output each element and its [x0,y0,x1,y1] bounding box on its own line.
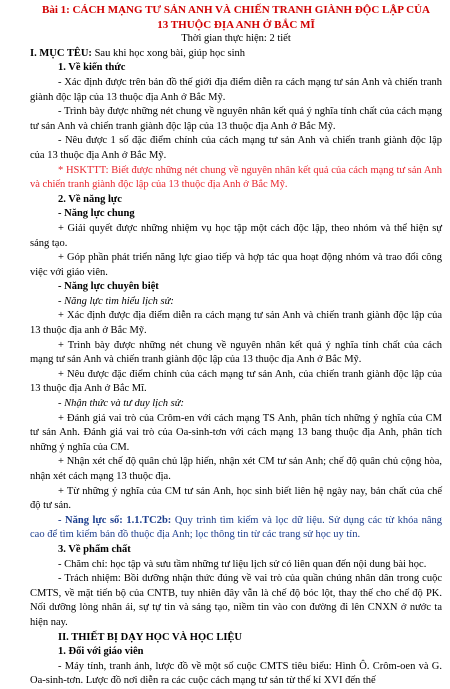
special-item-2: + Trình bày được những nét chung về nguyên nhân kết quả ý nghĩa tính chất của cách mạng tư sản Anh và chiến tranh giành độc lập của 13 thuộc địa Anh ở Bắc Mỹ. [30,339,442,366]
section-equipment: II. THIẾT BỊ DẠY HỌC VÀ HỌC LIỆU [58,631,242,643]
heading-capacity: 2. Về năng lực [58,193,122,205]
time-allocation: Thời gian thực hiện: 2 tiết [181,33,291,45]
digital-skill-label: - Năng lực số: 1.1.TC2b: [58,514,172,526]
section-objectives-text: Sau khi học xong bài, giúp học sinh [91,47,246,59]
section-objectives [30,47,442,62]
knowledge-item-3: - Nêu được 1 số đặc điểm chính của cách mạng tư sản Anh và chiến tranh giành độc lập của 13 thuộc địa Anh ở Bắc Mỹ. [30,135,442,161]
hsktt-note: * HSKTTT: Biết được những nét chung về nguyên nhân kết quả của cách mạng tư sản Anh và chiến tranh giành độc lập của 13 thuộc địa Anh ở Bắc Mỹ. [30,164,442,191]
heading-quality: 3. Về phẩm chất [58,543,131,555]
special-item-1: + Xác định được địa điểm diễn ra cách mạng tư sản Anh và chiến tranh giành độc lập của 13 thuộc địa anh ở Bắc Mỹ. [30,310,442,337]
special-item-3: + Nêu được đặc điểm chính của cách mạng tư sản Anh, của chiến tranh giành độc lập của 13 thuộc địa Anh ở Bắc Mĩ. [30,368,442,395]
digital-skill-note [30,514,442,543]
lesson-title-line2: 13 THUỘC ĐỊA ANH Ở BẮC MĨ [157,18,315,31]
quality-item-2: - Trách nhiệm: Bồi dưỡng nhận thức đúng về vai trò của quần chúng nhân dân trong cuộc CMTS, về mặt tiến bộ của CNTB, tuy nhiên đây vẫn là chế độ bóc lột, thay thế cho chế độ PK. Nối dưỡng lòng nhân ái, sự tự tin và sáng tạo, niềm tin vào con đường đi lên CNXN ở nước ta hiện nay. [30,573,442,628]
general-item-2: + Góp phần phát triển năng lực giao tiếp và hợp tác qua hoạt động nhóm và trao đổi công việc với giáo viên. [30,252,442,278]
heading-general-capacity: - Năng lực chung [58,208,135,220]
lesson-title-line1: Bài 1: CÁCH MẠNG TƯ SẢN ANH VÀ CHIẾN TRANH GIÀNH ĐỘC LẬP CỦA [42,4,430,16]
teacher-item-1: - Máy tính, tranh ảnh, lược đồ về một số cuộc CMTS tiêu biểu: Hình Ô. Crôm-oen và G. Oa-sinh-tơn. Lược đồ nơi diễn ra các cuộc cách mạng tư sản từ thế kỉ XVI đến thế [30,660,442,687]
general-item-1: + Giải quyết được những nhiệm vụ học tập một cách độc lập, theo nhóm và thể hiện sự sáng tạo. [30,222,442,249]
special-item-4: + Đánh giá vai trò của Crôm-en với cách mạng TS Anh, phân tích những ý nghĩa của CM tư sản Anh. Đánh giá vai trò của Oa-sinh-tơn với cách mạng 13 bang thuộc địa Anh, phân tích những ý nghĩa của CM. [30,412,442,453]
heading-knowledge: 1. Về kiến thức [58,62,126,74]
special-item-5: + Nhận xét chế độ quân chủ lập hiến, nhận xét CM tư sản Anh; chế độ quân chủ cộng hòa, nhận xét cách mạng 13 thuộc địa. [30,456,442,482]
knowledge-item-1: - Xác định được trên bản đồ thế giới địa điểm diễn ra cách mạng tư sản Anh và chiến tranh giành độc lập của 13 thuộc địa Anh ở Bắc Mỹ. [30,76,442,103]
heading-special-capacity: - Năng lực chuyên biệt [58,281,159,293]
quality-item-1: - Chăm chỉ: học tập và sưu tầm những tư liệu lịch sử có liên quan đến nội dung bài học. [58,558,427,570]
section-objectives-label: I. MỤC TÊU: [30,47,92,59]
special-item-6: + Từ những ý nghĩa của CM tư sản Anh, học sinh biết liên hệ ngày nay, bản chất của chế độ tư sản. [30,485,442,512]
knowledge-item-2: - Trình bày được những nét chung về nguyên nhân kết quả ý nghĩa tính chất của cách mạng tư sản Anh và chiến tranh giành độc lập của 13 thuộc địa Anh ở Bắc Mỹ. [30,106,442,132]
special-subheading-research: - Năng lực tìm hiểu lịch sử: [58,295,174,307]
special-subheading-thinking: - Nhận thức và tư duy lịch sử: [58,398,184,410]
digital-skill-text: Quy trình tìm kiếm và lọc dữ liệu. Sử dụng các từ khóa nâng cao để tìm kiếm bản đồ thuộc địa Anh; lọc thông tin từ các trang sử học uy tín. [30,514,442,541]
heading-teacher: 1. Đối với giáo viên [58,646,144,658]
